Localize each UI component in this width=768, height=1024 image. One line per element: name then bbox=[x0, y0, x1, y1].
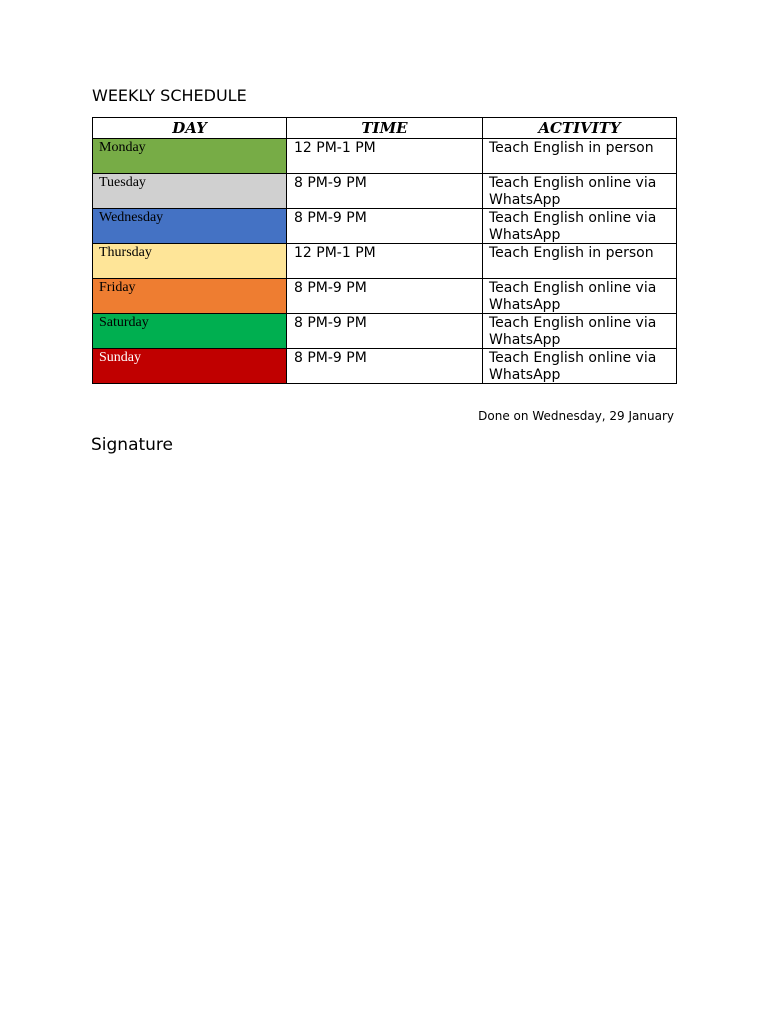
table-row bbox=[93, 174, 677, 209]
activity-cell: Teach English online via WhatsApp bbox=[483, 279, 677, 314]
column-header-time: TIME bbox=[287, 118, 483, 139]
table-header-row bbox=[93, 118, 677, 139]
column-header-day: DAY bbox=[93, 118, 287, 139]
time-cell: 12 PM-1 PM bbox=[287, 244, 483, 279]
activity-cell: Teach English in person bbox=[483, 139, 677, 174]
table-row bbox=[93, 209, 677, 244]
page-title: WEEKLY SCHEDULE bbox=[92, 86, 247, 105]
day-cell: Friday bbox=[93, 279, 287, 314]
time-cell: 8 PM-9 PM bbox=[287, 314, 483, 349]
table-row bbox=[93, 349, 677, 384]
day-cell: Sunday bbox=[93, 349, 287, 384]
table-row bbox=[93, 314, 677, 349]
day-cell: Wednesday bbox=[93, 209, 287, 244]
day-cell: Saturday bbox=[93, 314, 287, 349]
weekly-schedule-table bbox=[92, 117, 677, 384]
day-cell: Thursday bbox=[93, 244, 287, 279]
table-row bbox=[93, 244, 677, 279]
time-cell: 12 PM-1 PM bbox=[287, 139, 483, 174]
time-cell: 8 PM-9 PM bbox=[287, 279, 483, 314]
activity-cell: Teach English online via WhatsApp bbox=[483, 349, 677, 384]
time-cell: 8 PM-9 PM bbox=[287, 174, 483, 209]
table-row bbox=[93, 279, 677, 314]
table-row bbox=[93, 139, 677, 174]
time-cell: 8 PM-9 PM bbox=[287, 209, 483, 244]
table-body bbox=[93, 139, 677, 384]
signature-label: Signature bbox=[91, 435, 174, 455]
day-cell: Tuesday bbox=[93, 174, 287, 209]
column-header-activity: ACTIVITY bbox=[483, 118, 677, 139]
done-date-note: Done on Wednesday, 29 January bbox=[478, 409, 674, 423]
day-cell: Monday bbox=[93, 139, 287, 174]
activity-cell: Teach English online via WhatsApp bbox=[483, 174, 677, 209]
activity-cell: Teach English in person bbox=[483, 244, 677, 279]
activity-cell: Teach English online via WhatsApp bbox=[483, 314, 677, 349]
time-cell: 8 PM-9 PM bbox=[287, 349, 483, 384]
activity-cell: Teach English online via WhatsApp bbox=[483, 209, 677, 244]
